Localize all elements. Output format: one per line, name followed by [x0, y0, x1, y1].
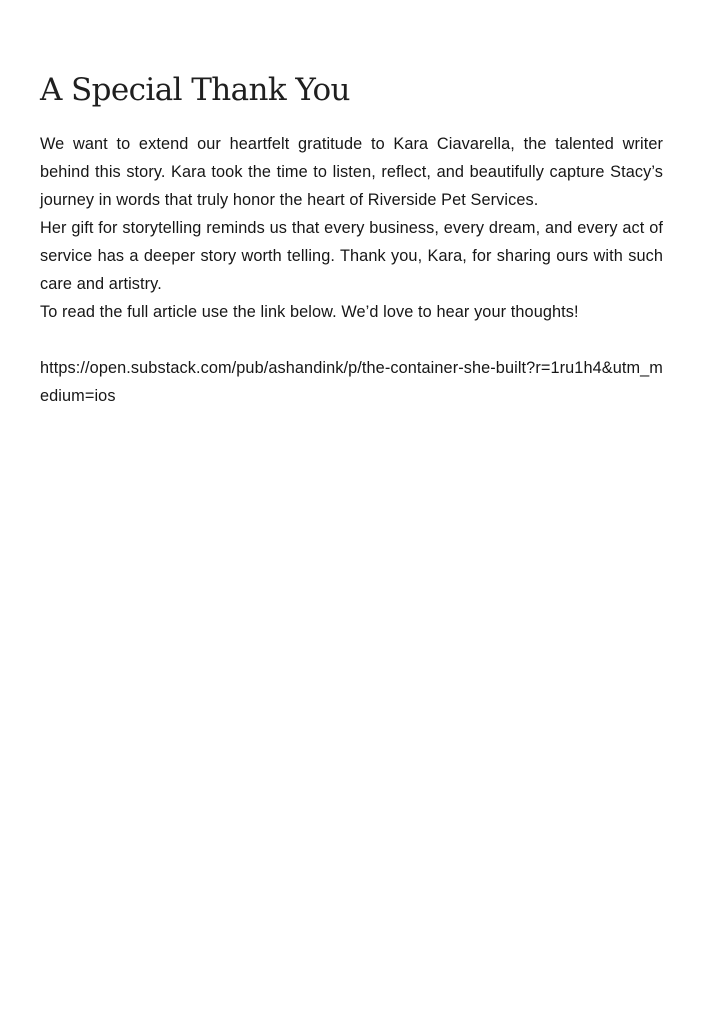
paragraph-storytelling: Her gift for storytelling reminds us that every business, every dream, and every act of service has a deeper story worth telling. Thank you, Kara, for sharing ours with such care and artistry. — [40, 219, 663, 293]
paragraph-spacer — [40, 326, 663, 354]
body-text — [40, 130, 663, 410]
paragraph-read-article: To read the full article use the link below. We’d love to hear your thoughts! — [40, 303, 579, 321]
page-title: A Special Thank You — [40, 72, 350, 108]
article-link[interactable]: https://open.substack.com/pub/ashandink/p/the-container-she-built?r=1ru1h4&utm_medium=ios — [40, 359, 663, 405]
paragraph-gratitude: We want to extend our heartfelt gratitude to Kara Ciavarella, the talented writer behind this story. Kara took the time to listen, reflect, and beautifully capture Stacy’s journey in words that truly honor the heart of Riverside Pet Services. — [40, 135, 663, 209]
